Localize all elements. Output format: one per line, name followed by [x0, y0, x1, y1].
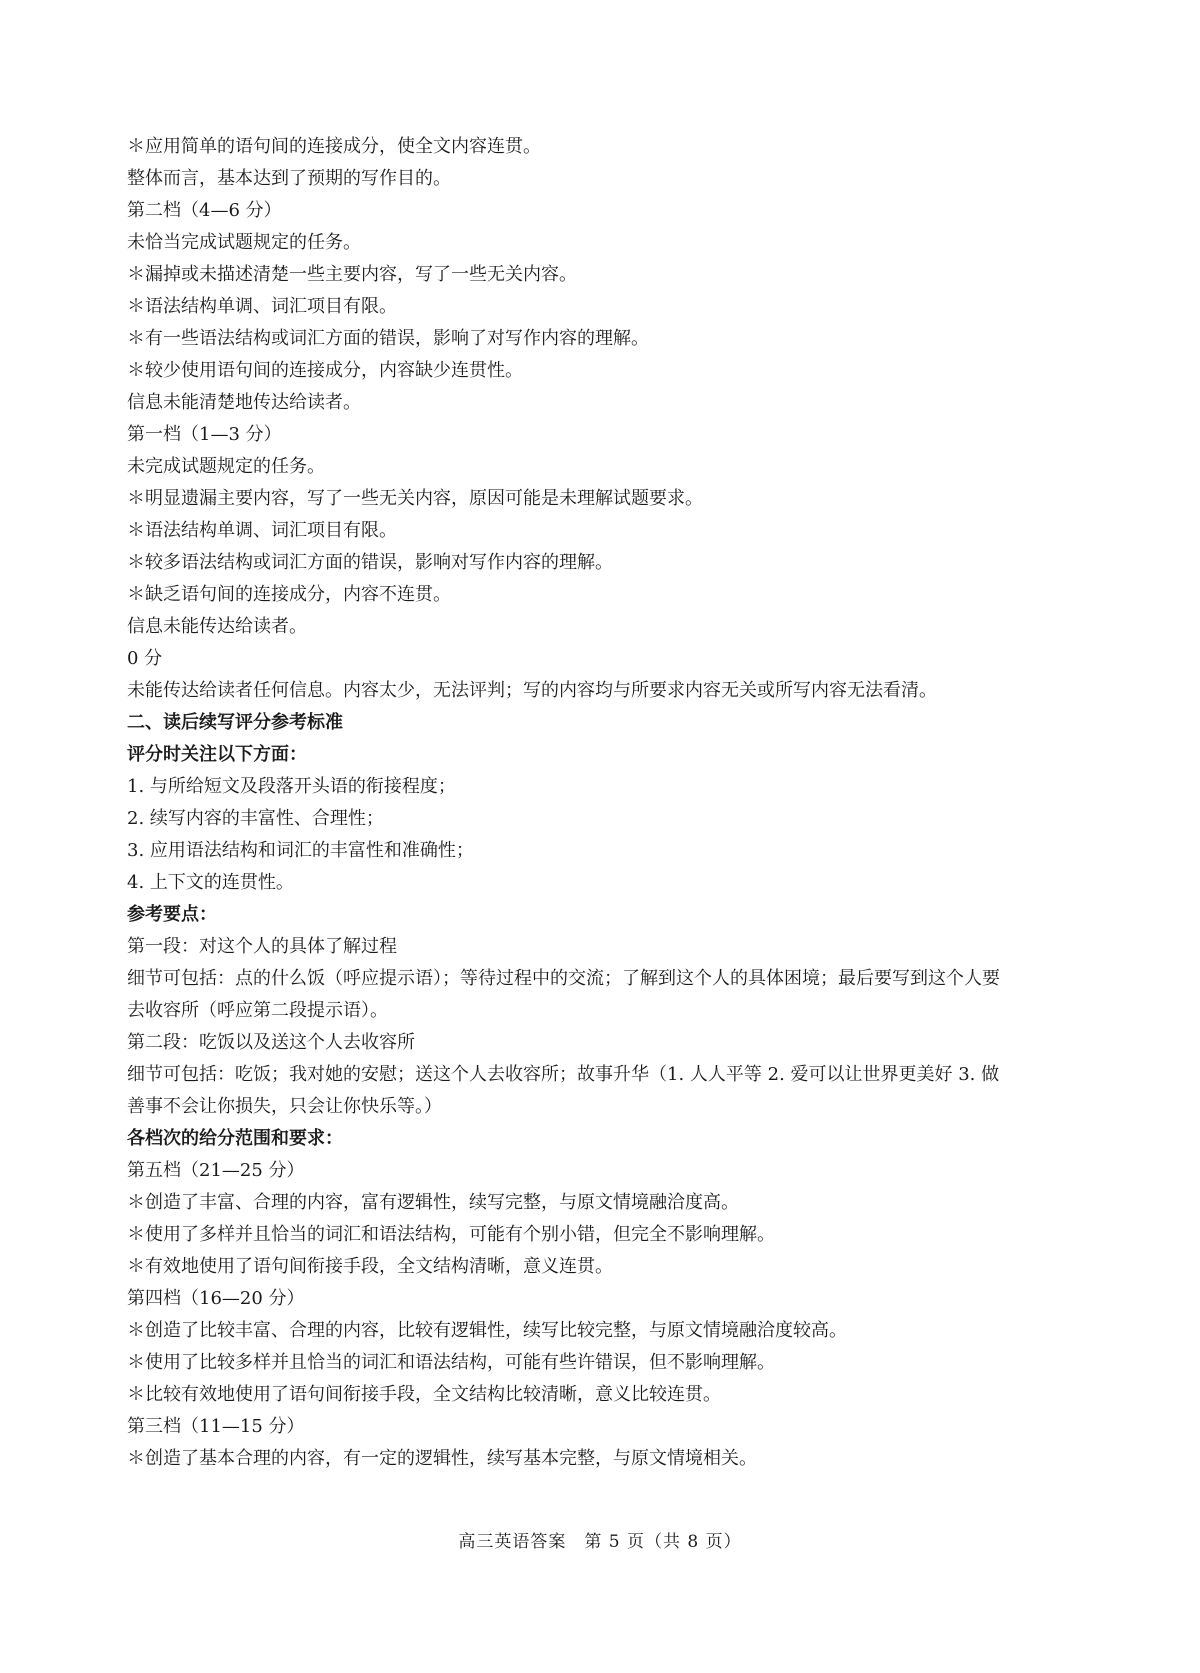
text-line: 信息未能清楚地传达给读者。 — [127, 392, 361, 413]
subsection-title: 评分时关注以下方面： — [127, 744, 307, 765]
page-content — [127, 131, 1087, 1475]
text-line: 细节可包括：吃饭；我对她的安慰；送这个人去收容所；故事升华（1. 人人平等 2. 爱可以让世界更美好 3. 做 — [127, 1064, 1000, 1085]
text-line: 第二段：吃饭以及送这个人去收容所 — [127, 1032, 415, 1053]
bullet-item: ＊有一些语法结构或词汇方面的错误，影响了对写作内容的理解。 — [127, 328, 649, 349]
bullet-item: ＊缺乏语句间的连接成分，内容不连贯。 — [127, 584, 451, 605]
text-line: 未恰当完成试题规定的任务。 — [127, 232, 361, 253]
text-line: ＊应用简单的语句间的连接成分，使全文内容连贯。 — [127, 136, 541, 157]
text-line: 信息未能传达给读者。 — [127, 616, 307, 637]
bullet-item: ＊创造了比较丰富、合理的内容，比较有逻辑性，续写比较完整，与原文情境融洽度较高。 — [127, 1320, 847, 1341]
bullet-item: ＊使用了比较多样并且恰当的词汇和语法结构，可能有些许错误，但不影响理解。 — [127, 1352, 775, 1373]
bullet-item: ＊漏掉或未描述清楚一些主要内容，写了一些无关内容。 — [127, 264, 577, 285]
numbered-item: 1. 与所给短文及段落开头语的衔接程度； — [127, 776, 456, 797]
section-heading: 0 分 — [127, 648, 163, 669]
bullet-item: ＊明显遗漏主要内容，写了一些无关内容，原因可能是未理解试题要求。 — [127, 488, 703, 509]
bullet-item: ＊创造了基本合理的内容，有一定的逻辑性，续写基本完整，与原文情境相关。 — [127, 1448, 757, 1469]
subsection-title: 参考要点： — [127, 904, 217, 925]
section-heading: 第三档（11—15 分） — [127, 1416, 305, 1437]
numbered-item: 2. 续写内容的丰富性、合理性； — [127, 808, 384, 829]
numbered-item: 4. 上下文的连贯性。 — [127, 872, 294, 893]
section-heading: 第四档（16—20 分） — [127, 1288, 305, 1309]
bullet-item: ＊较多语法结构或词汇方面的错误，影响对写作内容的理解。 — [127, 552, 613, 573]
bullet-item: ＊有效地使用了语句间衔接手段，全文结构清晰，意义连贯。 — [127, 1256, 613, 1277]
section-heading: 第二档（4—6 分） — [127, 200, 282, 221]
part-title: 二、读后续写评分参考标准 — [127, 712, 343, 733]
text-line: 未能传达给读者任何信息。内容太少，无法评判；写的内容均与所要求内容无关或所写内容无法看清。 — [127, 680, 937, 701]
text-line: 第一段：对这个人的具体了解过程 — [127, 936, 397, 957]
section-heading: 第一档（1—3 分） — [127, 424, 282, 445]
text-line: 整体而言，基本达到了预期的写作目的。 — [127, 168, 451, 189]
text-line: 细节可包括：点的什么饭（呼应提示语）；等待过程中的交流；了解到这个人的具体困境；最后要写到这个人要 — [127, 968, 1000, 989]
bullet-item: ＊创造了丰富、合理的内容，富有逻辑性，续写完整，与原文情境融洽度高。 — [127, 1192, 739, 1213]
subsection-title: 各档次的给分范围和要求： — [127, 1128, 343, 1149]
bullet-item: ＊比较有效地使用了语句间衔接手段，全文结构比较清晰，意义比较连贯。 — [127, 1384, 721, 1405]
text-line: 善事不会让你损失，只会让你快乐等。） — [127, 1096, 442, 1117]
section-heading: 第五档（21—25 分） — [127, 1160, 305, 1181]
numbered-item: 3. 应用语法结构和词汇的丰富性和准确性； — [127, 840, 474, 861]
bullet-item: ＊较少使用语句间的连接成分，内容缺少连贯性。 — [127, 360, 523, 381]
bullet-item: ＊语法结构单调、词汇项目有限。 — [127, 520, 397, 541]
bullet-item: ＊语法结构单调、词汇项目有限。 — [127, 296, 397, 317]
page-footer: 高三英语答案 第 5 页（共 8 页） — [458, 1532, 742, 1552]
text-line: 未完成试题规定的任务。 — [127, 456, 325, 477]
text-line: 去收容所（呼应第二段提示语）。 — [127, 1000, 388, 1021]
bullet-item: ＊使用了多样并且恰当的词汇和语法结构，可能有个别小错，但完全不影响理解。 — [127, 1224, 775, 1245]
